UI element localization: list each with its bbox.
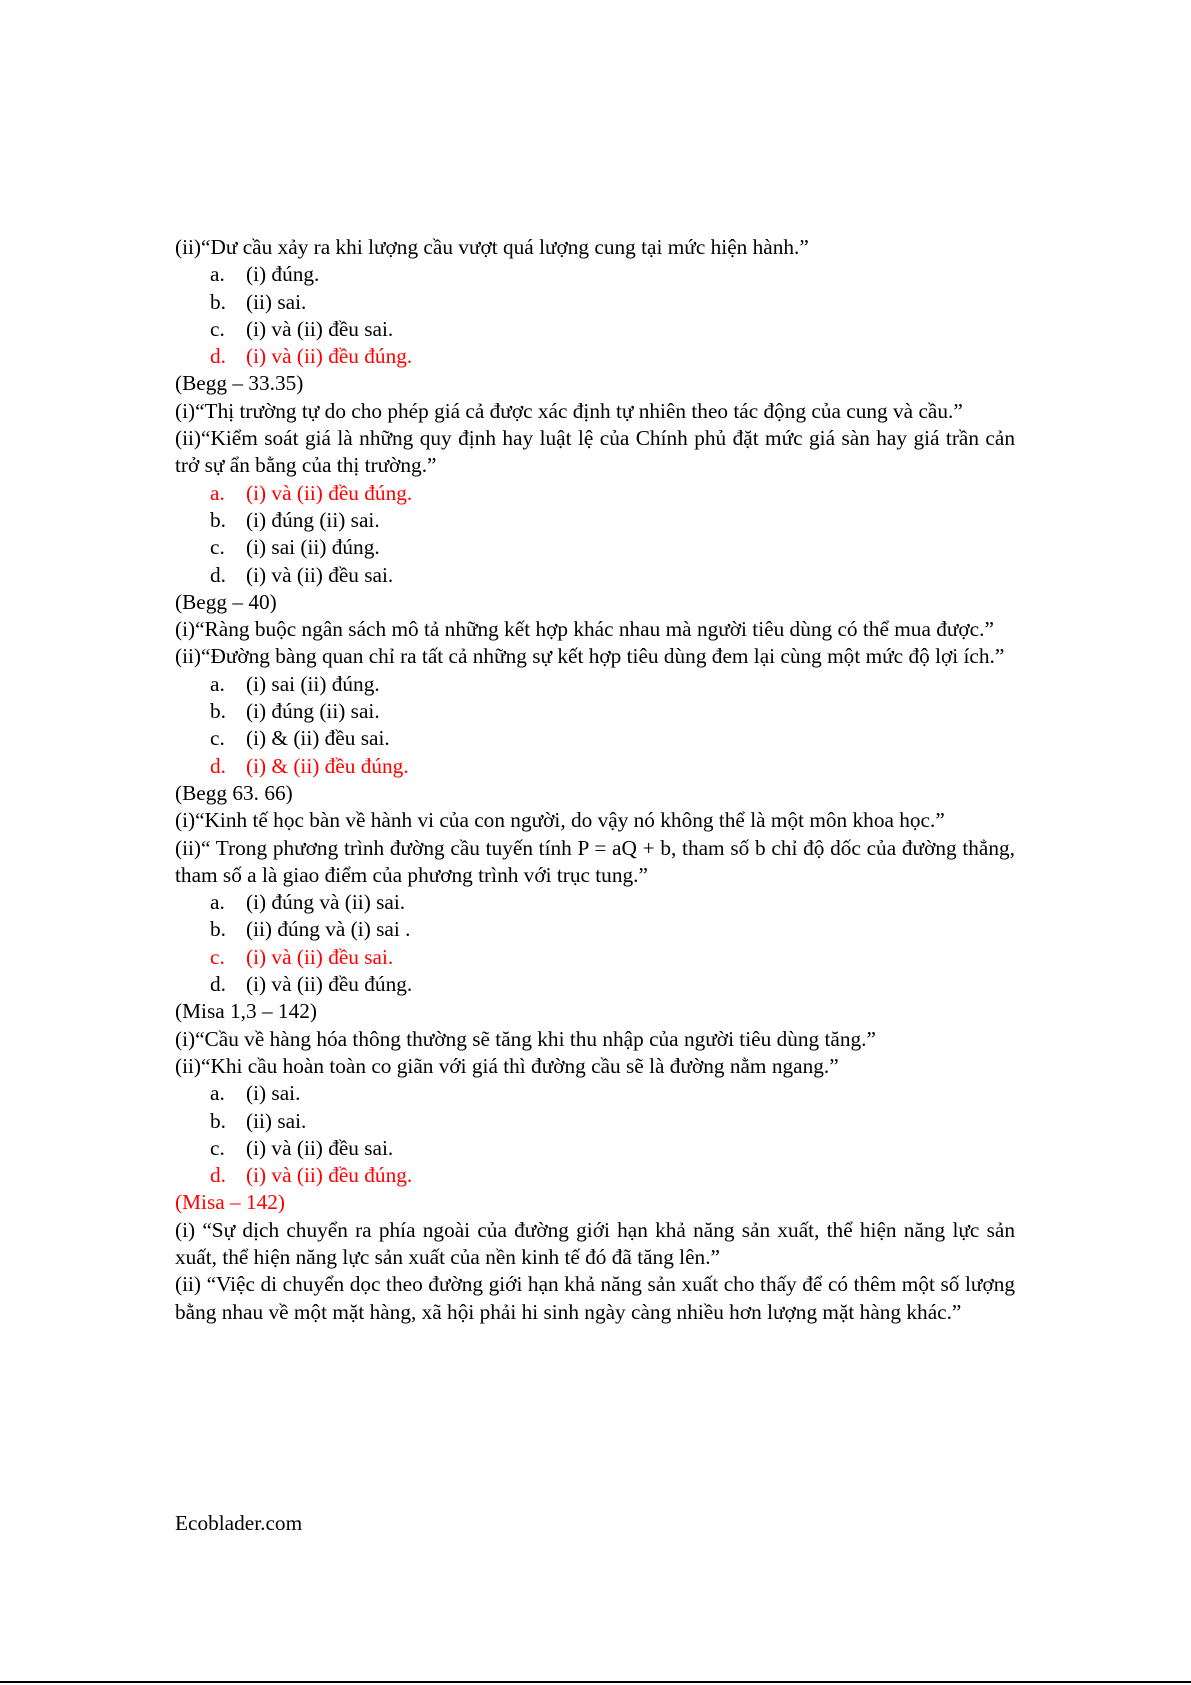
option-text: (i) và (ii) đều đúng.: [246, 480, 413, 505]
option-text: (ii) đúng và (i) sai .: [246, 917, 411, 942]
option-text: (i) và (ii) đều đúng.: [246, 1163, 413, 1188]
option-letter: a.: [210, 1081, 225, 1106]
option-letter: c.: [210, 726, 225, 751]
answer-option: [175, 507, 1015, 534]
option-text: (i) và (ii) đều sai.: [246, 944, 394, 969]
answer-option-correct: [175, 480, 1015, 507]
option-letter: b.: [210, 699, 226, 724]
answer-option: [175, 1135, 1015, 1162]
option-letter: b.: [210, 1108, 226, 1133]
bottom-rule: [0, 1681, 1191, 1683]
answer-option: [175, 889, 1015, 916]
question-paragraph: (Begg – 40): [175, 589, 277, 614]
option-text: (i) đúng.: [246, 262, 320, 287]
answer-option: [175, 725, 1015, 752]
option-text: (ii) sai.: [246, 1108, 307, 1133]
question-paragraph: (Misa – 142): [175, 1190, 286, 1215]
answer-option-correct: [175, 343, 1015, 370]
option-letter: a.: [210, 671, 225, 696]
option-text: (i) & (ii) đều đúng.: [246, 753, 409, 778]
option-text: (i) và (ii) đều sai.: [246, 316, 394, 341]
answer-option: [175, 671, 1015, 698]
question-paragraph: (i)“Ràng buộc ngân sách mô tả những kết hợp khác nhau mà người tiêu dùng có thể mua được.”: [175, 617, 994, 642]
question-text-block: [175, 234, 1015, 1326]
option-text: (i) đúng (ii) sai.: [246, 507, 380, 532]
question-paragraph: (ii)“Đường bàng quan chỉ ra tất cả những sự kết hợp tiêu dùng đem lại cùng một mức độ lợi ích.”: [175, 644, 1005, 669]
option-letter: d.: [210, 972, 226, 997]
option-letter: a.: [210, 480, 225, 505]
option-text: (i) và (ii) đều đúng.: [246, 972, 413, 997]
answer-option: [175, 1080, 1015, 1107]
option-letter: a.: [210, 890, 225, 915]
option-text: (i) và (ii) đều sai.: [246, 1135, 394, 1160]
question-paragraph: (ii)“ Trong phương trình đường cầu tuyến tính P = aQ + b, tham số b chỉ độ dốc của đường thẳng, tham số a là giao điểm của phương trình với trục tung.”: [175, 835, 1015, 887]
answer-option-correct: [175, 944, 1015, 971]
answer-option: [175, 261, 1015, 288]
answer-option: [175, 971, 1015, 998]
option-letter: d.: [210, 344, 226, 369]
question-paragraph: (i)“Kinh tế học bàn về hành vi của con người, do vậy nó không thể là một môn khoa học.”: [175, 808, 945, 833]
question-paragraph: (i)“Cầu về hàng hóa thông thường sẽ tăng khi thu nhập của người tiêu dùng tăng.”: [175, 1026, 876, 1051]
option-text: (i) và (ii) đều sai.: [246, 562, 394, 587]
answer-option: [175, 289, 1015, 316]
option-text: (i) đúng và (ii) sai.: [246, 890, 406, 915]
option-letter: c.: [210, 944, 225, 969]
option-letter: a.: [210, 262, 225, 287]
question-paragraph: (ii)“Dư cầu xảy ra khi lượng cầu vượt quá lượng cung tại mức hiện hành.”: [175, 235, 809, 259]
option-text: (i) & (ii) đều sai.: [246, 726, 390, 751]
answer-option: [175, 916, 1015, 943]
option-text: (i) đúng (ii) sai.: [246, 699, 380, 724]
answer-option: [175, 698, 1015, 725]
question-paragraph: (Misa 1,3 – 142): [175, 999, 317, 1024]
answer-option: [175, 316, 1015, 343]
question-paragraph: (ii)“Kiểm soát giá là những quy định hay luật lệ của Chính phủ đặt mức giá sàn hay giá trần cản trở sự ẩn bằng của thị trường.”: [175, 426, 1015, 478]
question-paragraph: (i) “Sự dịch chuyển ra phía ngoài của đường giới hạn khả năng sản xuất, thể hiện năng lực sản xuất, thể hiện năng lực sản xuất của nền kinh tế đó đã tăng lên.”: [175, 1217, 1015, 1269]
answer-option-correct: [175, 753, 1015, 780]
answer-option: [175, 562, 1015, 589]
option-text: (i) sai (ii) đúng.: [246, 535, 380, 560]
option-text: (ii) sai.: [246, 289, 307, 314]
answer-option: [175, 534, 1015, 561]
option-letter: b.: [210, 507, 226, 532]
option-text: (i) sai (ii) đúng.: [246, 671, 380, 696]
option-text: (i) và (ii) đều đúng.: [246, 344, 413, 369]
question-paragraph: (Begg 63. 66): [175, 780, 293, 805]
option-letter: c.: [210, 1135, 225, 1160]
option-text: (i) sai.: [246, 1081, 301, 1106]
answer-option: [175, 1108, 1015, 1135]
question-paragraph: (ii) “Việc di chuyển dọc theo đường giới hạn khả năng sản xuất cho thấy để có thêm một số lượng bằng nhau về một mặt hàng, xã hội phải hi sinh ngày càng nhiều hơn lượng mặt hàng khác.”: [175, 1272, 1015, 1324]
question-paragraph: (i)“Thị trường tự do cho phép giá cả được xác định tự nhiên theo tác động của cung và cầu.”: [175, 398, 963, 423]
option-letter: b.: [210, 289, 226, 314]
option-letter: c.: [210, 316, 225, 341]
footer-site-name: Ecoblader.com: [175, 1511, 303, 1535]
question-paragraph: (Begg – 33.35): [175, 371, 304, 396]
option-letter: c.: [210, 535, 225, 560]
answer-option-correct: [175, 1162, 1015, 1189]
option-letter: d.: [210, 753, 226, 778]
option-letter: d.: [210, 562, 226, 587]
question-paragraph: (ii)“Khi cầu hoàn toàn co giãn với giá thì đường cầu sẽ là đường nằm ngang.”: [175, 1053, 839, 1078]
option-letter: d.: [210, 1163, 226, 1188]
option-letter: b.: [210, 917, 226, 942]
